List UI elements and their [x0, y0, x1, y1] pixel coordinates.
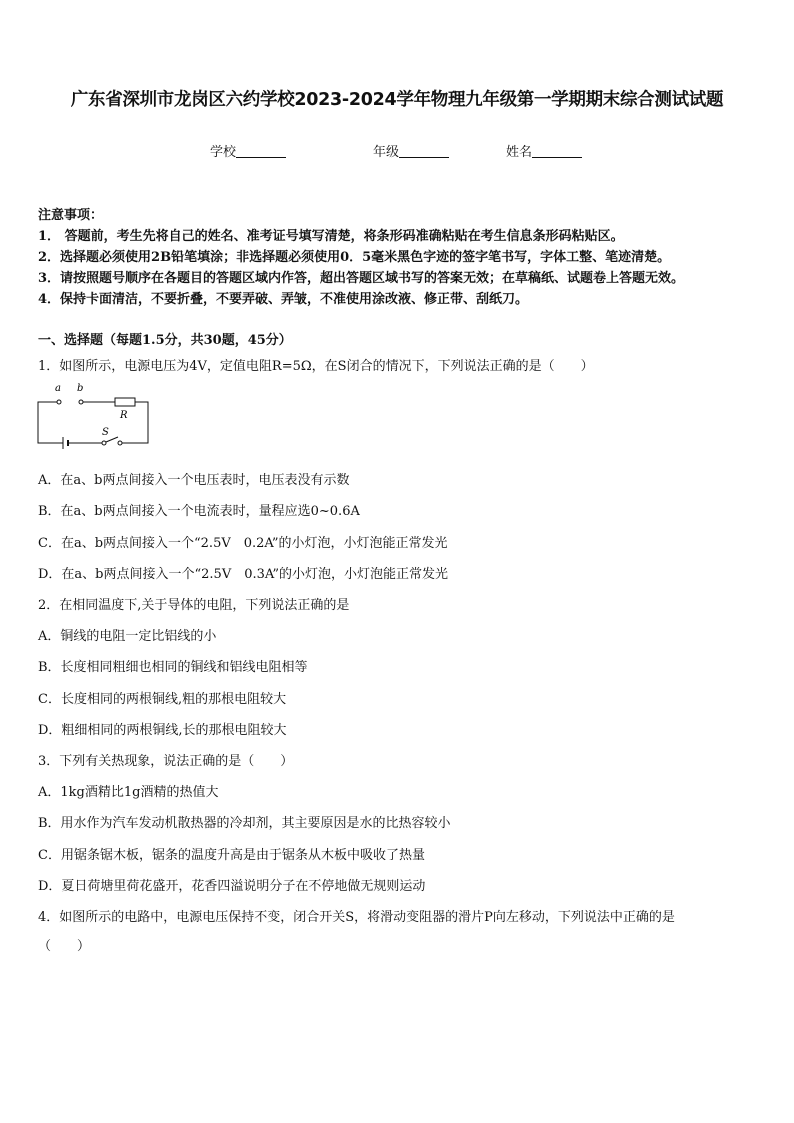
question-2-stem: 2．在相同温度下,关于导体的电阻，下列说法正确的是: [38, 598, 350, 613]
school-label: 学校: [210, 145, 237, 160]
terminal-a: [57, 400, 61, 404]
question-1-option: D．在a、b两点间接入一个“2.5V 0.3A”的小灯泡，小灯泡能正常发光: [38, 567, 449, 582]
school-blank: [236, 144, 286, 158]
question-3-stem: 3．下列有关热现象，说法正确的是（ ）: [38, 754, 294, 769]
question-2-option: B．长度相同粗细也相同的铜线和铝线电阻相等: [38, 660, 308, 675]
notice-item: 3．请按照题号顺序在各题目的答题区域内作答，超出答题区域书写的答案无效；在草稿纸、试题卷上答题无效。: [38, 271, 685, 286]
resistor-label: R: [120, 410, 128, 421]
name-label: 姓名: [506, 145, 533, 160]
notice-item: 1． 答题前，考生先将自己的姓名、准考证号填写清楚，将条形码准确粘贴在考生信息条形码粘贴区。: [38, 229, 624, 244]
grade-blank: [399, 144, 449, 158]
notice-heading: 注意事项：: [38, 208, 104, 223]
question-2-option: C．长度相同的两根铜线,粗的那根电阻较大: [38, 692, 287, 707]
question-4-stem: 4．如图所示的电路中，电源电压保持不变，闭合开关S，将滑动变阻器的滑片P向左移动，下列说法中正确的是: [38, 910, 675, 925]
circuit-diagram: [36, 380, 156, 450]
grade-label: 年级: [373, 145, 400, 160]
question-1-stem: 1．如图所示，电源电压为4V，定值电阻R=5Ω，在S闭合的情况下，下列说法正确的是（ ）: [38, 359, 594, 374]
terminal-b: [79, 400, 83, 404]
question-1-option: A．在a、b两点间接入一个电压表时，电压表没有示数: [38, 473, 350, 488]
question-2-option: D．粗细相同的两根铜线,长的那根电阻较大: [38, 723, 287, 738]
question-3-option: D．夏日荷塘里荷花盛开，花香四溢说明分子在不停地做无规则运动: [38, 879, 426, 894]
question-3-option: B．用水作为汽车发动机散热器的冷却剂，其主要原因是水的比热容较小: [38, 816, 451, 831]
point-a-label: a: [55, 383, 61, 394]
notice-item: 4．保持卡面清洁，不要折叠，不要弄破、弄皱，不准使用涂改液、修正带、刮纸刀。: [38, 292, 529, 307]
exam-title: 广东省深圳市龙岗区六约学校2023-2024学年物理九年级第一学期期末综合测试试题: [70, 90, 724, 110]
resistor: [115, 398, 135, 406]
section-heading: 一、选择题（每题1.5分，共30题，45分）: [38, 333, 292, 348]
question-3-option: A．1kg酒精比1g酒精的热值大: [38, 785, 219, 800]
switch-label: S: [102, 427, 109, 438]
question-3-option: C．用锯条锯木板，锯条的温度升高是由于锯条从木板中吸收了热量: [38, 848, 425, 863]
school-field: [210, 141, 286, 160]
question-1-option: B．在a、b两点间接入一个电流表时，量程应选0~0.6A: [38, 504, 360, 519]
notice-item: 2．选择题必须使用2B铅笔填涂；非选择题必须使用0．5毫米黑色字迹的签字笔书写，字体工整、笔迹清楚。: [38, 250, 671, 265]
name-field: [506, 141, 582, 160]
point-b-label: b: [77, 383, 84, 394]
name-blank: [532, 144, 582, 158]
question-2-option: A．铜线的电阻一定比铝线的小: [38, 629, 217, 644]
grade-field: [373, 141, 449, 160]
question-1-option: C．在a、b两点间接入一个“2.5V 0.2A”的小灯泡，小灯泡能正常发光: [38, 536, 448, 551]
question-4-stem-cont: （ ）: [38, 939, 91, 954]
